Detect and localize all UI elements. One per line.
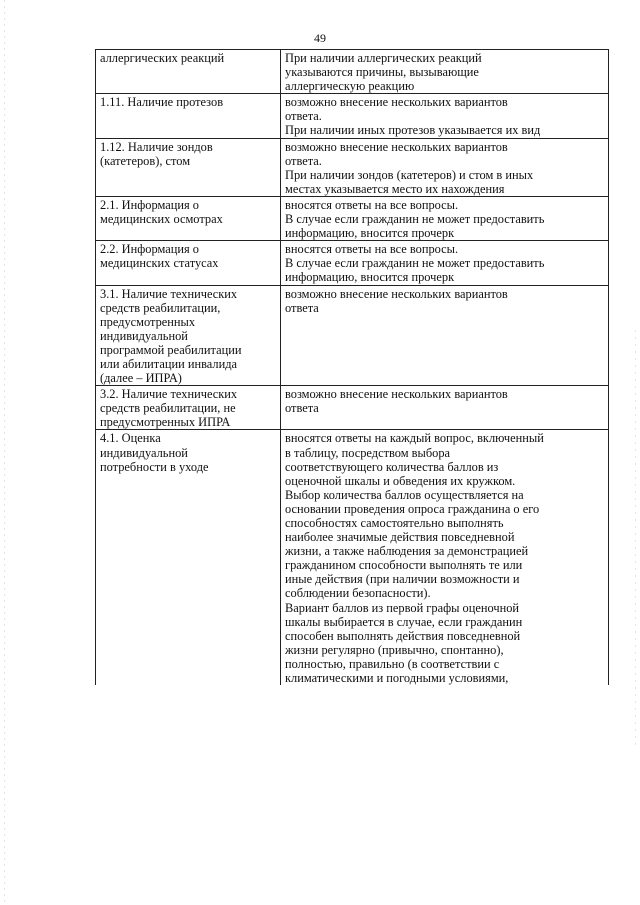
cell-text-line: 4.1. Оценка <box>100 431 161 446</box>
cell-text-line: ответа. <box>285 109 322 124</box>
cell-text-line: оценочной шкалы и обведения их кружком. <box>285 473 516 488</box>
cell-text-line: индивидуальной <box>100 445 188 460</box>
scan-edge-right <box>635 330 636 750</box>
cell-text-line: В случае если гражданин не может предоставить <box>285 212 545 227</box>
cell-text-line: возможно внесение нескольких вариантов <box>285 139 508 154</box>
table-row <box>96 430 609 685</box>
table-cell-instructions <box>281 196 609 240</box>
cell-text-line: возможно внесение нескольких вариантов <box>285 95 508 110</box>
cell-text-line: указываются причины, вызывающие <box>285 65 479 80</box>
cell-text-line: ответа <box>285 401 319 416</box>
cell-text-line: соблюдении безопасности). <box>285 586 431 601</box>
cell-text-line: вносятся ответы на все вопросы. <box>285 197 459 212</box>
cell-text-line: При наличии зондов (катетеров) и стом в иных <box>285 167 534 182</box>
table-row <box>96 138 609 196</box>
cell-text-line: При наличии аллергических реакций <box>285 51 482 65</box>
cell-text-line: жизни, а также наблюдения за демонстрацией <box>285 544 529 559</box>
cell-text-line: иные действия (при наличии возможности и <box>285 572 520 587</box>
cell-text-line: наиболее значимые действия повседневной <box>285 530 515 545</box>
table-row <box>96 386 609 430</box>
table-row <box>96 94 609 138</box>
cell-text-line: (катетеров), стом <box>100 153 191 168</box>
cell-text-line: индивидуальной <box>100 328 188 343</box>
cell-text-line: полностью, правильно (в соответствии с <box>285 656 500 671</box>
cell-text-line: Выбор количества баллов осуществляется на <box>285 487 524 502</box>
table-cell-item <box>96 138 281 196</box>
cell-text-line: соответствующего количества баллов из <box>285 459 499 474</box>
table-cell-instructions <box>281 386 609 430</box>
cell-text-line: 3.2. Наличие технических <box>100 387 238 402</box>
cell-text-line: в таблицу, посредством выбора <box>285 445 451 460</box>
cell-text-line: местах указывается место их нахождения <box>285 181 505 196</box>
cell-text-line: медицинских осмотрах <box>100 212 223 227</box>
cell-text-line: климатическими и погодными условиями, <box>285 671 509 686</box>
cell-text-line: шкалы выбирается в случае, если гражданин <box>285 614 523 629</box>
cell-text-line: медицинских статусах <box>100 256 219 271</box>
cell-text-line: способностях самостоятельно выполнять <box>285 516 504 530</box>
cell-text-line: возможно внесение нескольких вариантов <box>285 387 508 402</box>
cell-text-line: При наличии иных протезов указывается их вид <box>285 123 541 138</box>
cell-text-line: аллергическую реакцию <box>285 79 415 94</box>
table-body <box>96 50 609 686</box>
page-number: 49 <box>314 31 326 45</box>
cell-text-line: жизни регулярно (привычно, спонтанно), <box>285 642 504 657</box>
table-cell-item <box>96 241 281 285</box>
instructions-table <box>95 49 609 685</box>
table-cell-item <box>96 285 281 386</box>
cell-text-line: (далее – ИПРА) <box>100 371 182 386</box>
table-cell-instructions <box>281 241 609 285</box>
table-cell-instructions <box>281 430 609 685</box>
cell-text-line: способен выполнять действия повседневной <box>285 628 521 643</box>
cell-text-line: потребности в уходе <box>100 459 209 474</box>
cell-text-line: программой реабилитации <box>100 342 242 357</box>
cell-text-line: Вариант баллов из первой графы оценочной <box>285 600 520 615</box>
cell-text-line: информацию, вносится прочерк <box>285 270 455 285</box>
table-cell-instructions <box>281 285 609 386</box>
cell-text-line: вносятся ответы на каждый вопрос, включенный <box>285 431 544 446</box>
cell-text-line: средств реабилитации, не <box>100 401 236 416</box>
table-cell-item <box>96 50 281 94</box>
cell-text-line: 2.1. Информация о <box>100 197 200 212</box>
cell-text-line: возможно внесение нескольких вариантов <box>285 286 508 301</box>
cell-text-line: предусмотренных <box>100 314 196 329</box>
cell-text-line: 1.12. Наличие зондов <box>100 139 213 154</box>
cell-text-line: гражданином способности выполнять те или <box>285 558 523 573</box>
table-cell-item <box>96 94 281 138</box>
cell-text-line: ответа <box>285 300 319 315</box>
cell-text-line: В случае если гражданин не может предоставить <box>285 256 545 271</box>
cell-text-line: средств реабилитации, <box>100 300 221 315</box>
table-row <box>96 196 609 240</box>
cell-text-line: предусмотренных ИПРА <box>100 415 231 430</box>
table-row <box>96 50 609 94</box>
cell-text-line: 2.2. Информация о <box>100 242 200 257</box>
cell-text-line: информацию, вносится прочерк <box>285 226 455 241</box>
cell-text-line: 1.11. Наличие протезов <box>100 95 224 110</box>
cell-text-line: 3.1. Наличие технических <box>100 286 238 301</box>
table-row <box>96 241 609 285</box>
table-row <box>96 285 609 386</box>
table-cell-item <box>96 430 281 685</box>
table-cell-item <box>96 386 281 430</box>
table-cell-instructions <box>281 50 609 94</box>
table-cell-instructions <box>281 94 609 138</box>
cell-text-line: вносятся ответы на все вопросы. <box>285 242 459 257</box>
cell-text-line: или абилитации инвалида <box>100 356 238 371</box>
cell-text-line: аллергических реакций <box>100 51 225 65</box>
cell-text-line: основании проведения опроса гражданина о его <box>285 501 540 516</box>
scan-edge-left <box>4 0 5 905</box>
table-cell-instructions <box>281 138 609 196</box>
cell-text-line: ответа. <box>285 153 322 168</box>
table-cell-item <box>96 196 281 240</box>
